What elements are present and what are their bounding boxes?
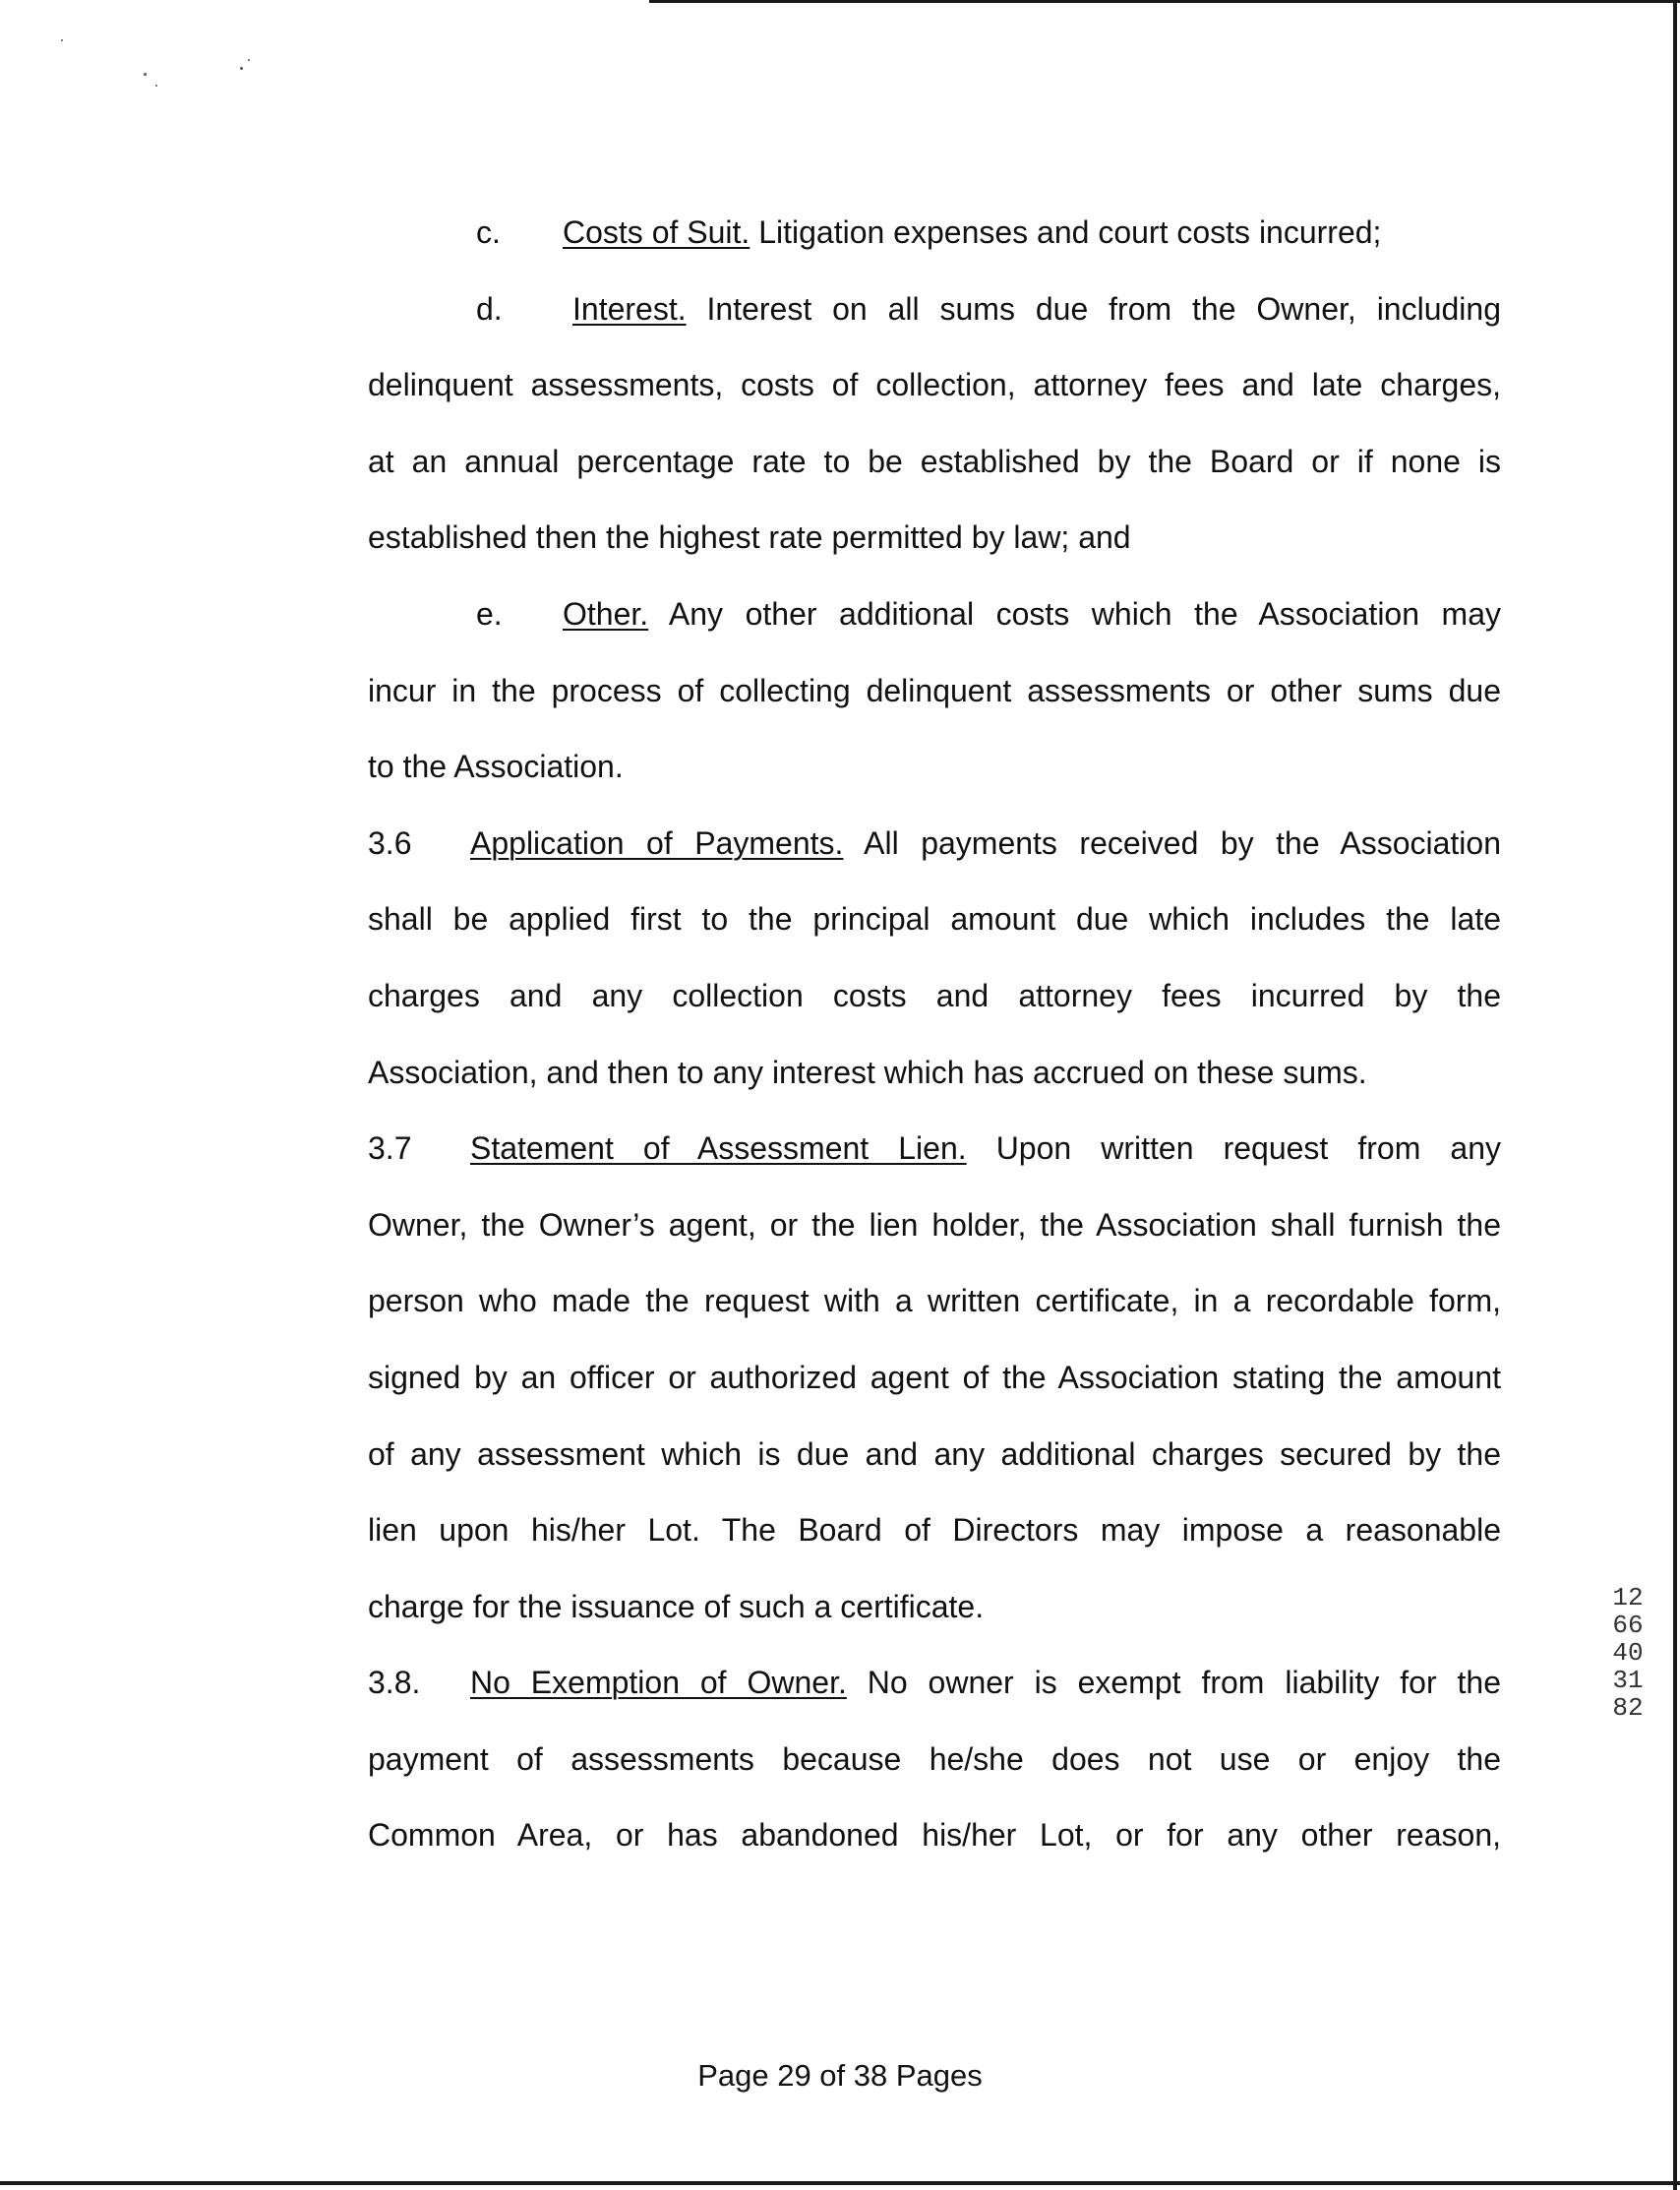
scan-speck	[248, 59, 250, 61]
scan-speck	[155, 85, 157, 87]
paragraph-d-line-2: delinquent assessments, costs of collection, attorney fees and late charges,	[368, 367, 1501, 403]
section-3-6-line-4: Association, and then to any interest which has accrued on these sums.	[368, 1054, 1367, 1090]
paragraph-e-line-1	[368, 577, 1501, 653]
scan-speck	[61, 39, 63, 41]
scan-border-bottom	[0, 2181, 1680, 2185]
section-number: 3.8.	[368, 1665, 421, 1701]
paragraph-text: Any other additional costs which the Association may	[648, 595, 1501, 632]
section-text: No owner is exempt from liability for the	[846, 1665, 1501, 1701]
paragraph-heading: Costs of Suit.	[563, 214, 750, 250]
section-heading: Application of Payments.	[470, 824, 844, 861]
paragraph-marker: d.	[476, 290, 503, 327]
section-3-7-line-1	[368, 1111, 1501, 1187]
scan-speck	[144, 73, 147, 76]
section-3-7-line-7: charge for the issuance of such a certificate.	[368, 1588, 985, 1624]
section-3-7-line-4: signed by an officer or authorized agent of the Association stating the amount	[368, 1359, 1501, 1395]
paragraph-e-line-3: to the Association.	[368, 749, 624, 785]
section-3-7-line-3: person who made the request with a written certificate, in a recordable form,	[368, 1283, 1501, 1319]
section-3-7-line-2: Owner, the Owner’s agent, or the lien holder, the Association shall furnish the	[368, 1206, 1501, 1243]
section-heading: Statement of Assessment Lien.	[470, 1130, 967, 1167]
section-number: 3.6	[368, 824, 412, 861]
section-3-7-line-5: of any assessment which is due and any additional charges secured by the	[368, 1435, 1501, 1472]
section-3-7-line-6: lien upon his/her Lot. The Board of Directors may impose a reasonable	[368, 1512, 1501, 1549]
section-3-6-line-1	[368, 806, 1501, 882]
paragraph-text: Interest on all sums due from the Owner, including	[686, 290, 1501, 327]
paragraph-text: Litigation expenses and court costs incurred;	[750, 214, 1382, 250]
paragraph-c-line-1	[368, 195, 1501, 272]
section-3-8-line-1	[368, 1645, 1501, 1722]
paragraph-e-line-2: incur in the process of collecting delinquent assessments or other sums due	[368, 672, 1501, 708]
paragraph-d-line-1	[368, 272, 1501, 348]
section-3-6-line-3: charges and any collection costs and attorney fees incurred by the	[368, 977, 1501, 1013]
section-3-8-line-2: payment of assessments because he/she does not use or enjoy the	[368, 1740, 1501, 1777]
bates-number: 1266403182	[1612, 1583, 1644, 1723]
section-text: Upon written request from any	[966, 1130, 1501, 1167]
paragraph-d-line-3: at an annual percentage rate to be established by the Board or if none is	[368, 443, 1501, 479]
section-text: All payments received by the Association	[843, 824, 1501, 861]
section-number: 3.7	[368, 1130, 412, 1167]
scan-speck	[240, 67, 243, 70]
section-3-8-line-3: Common Area, or has abandoned his/her Lot, or for any other reason,	[368, 1817, 1501, 1854]
paragraph-marker: e.	[476, 595, 503, 632]
paragraph-d-line-4: established then the highest rate permitted by law; and	[368, 519, 1131, 556]
section-heading: No Exemption of Owner.	[470, 1665, 847, 1701]
scan-border-top	[649, 0, 1680, 3]
paragraph-heading: Other.	[563, 595, 649, 632]
page-number-text: Page 29 of 38 Pages	[697, 2058, 983, 2093]
page-footer	[0, 2058, 1680, 2094]
paragraph-heading: Interest.	[572, 290, 687, 327]
document-body	[368, 195, 1501, 1874]
scan-border-right	[1673, 0, 1677, 2190]
section-3-6-line-2: shall be applied first to the principal amount due which includes the late	[368, 901, 1501, 938]
paragraph-marker: c.	[476, 214, 501, 250]
